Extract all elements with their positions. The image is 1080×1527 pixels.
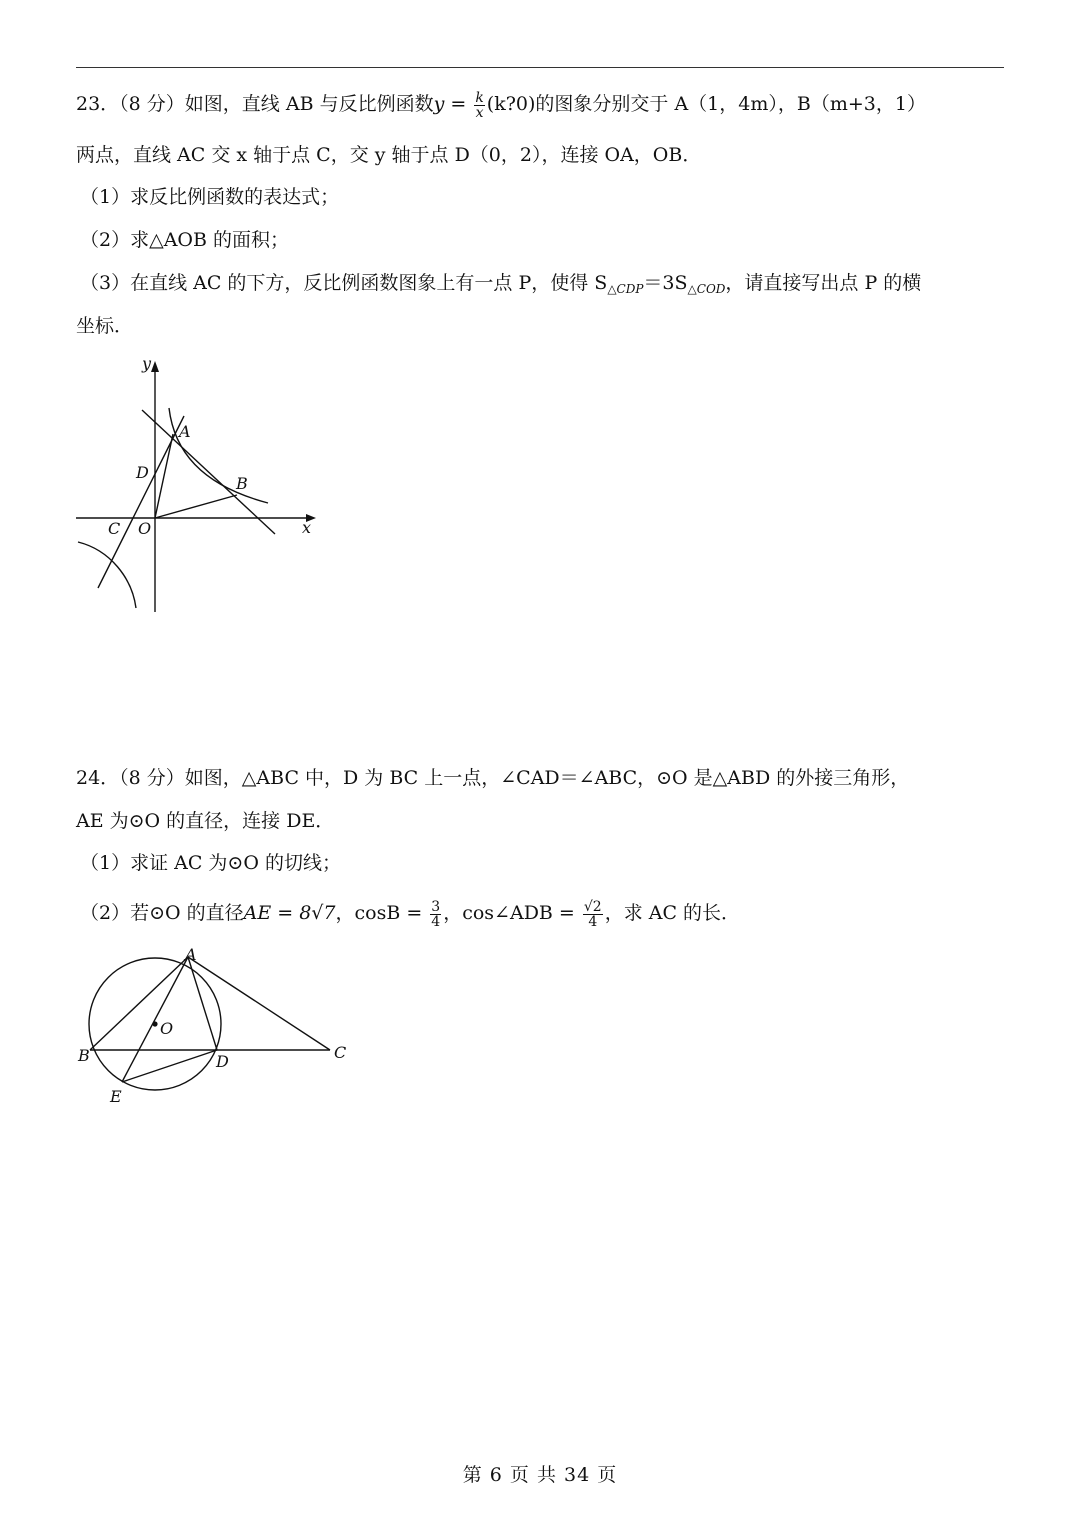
label-x: x xyxy=(302,518,312,537)
cosb-fraction: $\frac{3}{4}$ xyxy=(431,898,441,930)
y-axis-arrow xyxy=(151,361,159,372)
q23-fraction: $\frac{k}{x}$ xyxy=(475,89,484,121)
label-b: B xyxy=(78,1046,90,1065)
q23-part1: （1）求反比例函数的表达式； xyxy=(80,186,340,208)
label-d: D xyxy=(136,463,149,482)
label-a: A xyxy=(185,945,197,964)
label-c: C xyxy=(334,1043,347,1062)
cosadb-fraction: $\frac{√2}{4}$ xyxy=(583,898,602,930)
q23-line2: 两点，直线 AC 交 x 轴于点 C，交 y 轴于点 D（0，2），连接 OA，OB． xyxy=(76,144,702,166)
q23-part3-cont: 坐标． xyxy=(76,315,134,337)
q24-line2: AE 为⊙O 的直径，连接 DE． xyxy=(76,810,335,832)
q23-part3: （3）在直线 AC 的下方，反比例函数图象上有一点 P，使得 $S_{\triangle CDP}=3S_{\triangle COD}$，请直接写出点 P 的横 xyxy=(80,272,922,296)
page-footer: 第 6 页 共 34 页 xyxy=(462,1464,618,1486)
q23-figure xyxy=(70,350,330,620)
label-a: A xyxy=(179,422,191,441)
segment-ab xyxy=(90,957,188,1050)
segment-ob xyxy=(155,495,237,518)
label-o: O xyxy=(138,519,152,538)
center-dot xyxy=(152,1021,157,1026)
q24-part1: （1）求证 AC 为⊙O 的切线； xyxy=(80,852,341,874)
hyperbola-branch-2 xyxy=(78,542,136,608)
q23-line1: 23．（8 分）如图，直线 AB 与反比例函数y = $\frac{k}{x}$ (k?0)的图象分别交于 A（1，4m），B（m+3，1） xyxy=(76,89,926,121)
label-b: B xyxy=(236,474,248,493)
label-y: y xyxy=(142,354,152,373)
segment-oa xyxy=(155,434,173,518)
q24-line1: 24．（8 分）如图，△ABC 中，D 为 BC 上一点，∠CAD＝∠ABC，⊙O 是△ABD 的外接三角形， xyxy=(76,767,910,789)
label-d: D xyxy=(216,1052,229,1071)
label-e: E xyxy=(110,1087,122,1106)
label-c: C xyxy=(108,519,121,538)
q23-part2: （2）求△AOB 的面积； xyxy=(80,229,290,251)
segment-ad xyxy=(188,957,217,1050)
segment-ac xyxy=(188,957,330,1050)
header-rule xyxy=(76,67,1004,68)
q24-figure xyxy=(70,940,360,1110)
label-o: O xyxy=(160,1019,174,1038)
q24-part2: （2）若⊙O 的直径AE = 8√7，cosB = $\frac{3}{4}$ ，cos∠ADB = $\frac{√2}{4}$ ，求 AC 的长． xyxy=(80,898,741,930)
